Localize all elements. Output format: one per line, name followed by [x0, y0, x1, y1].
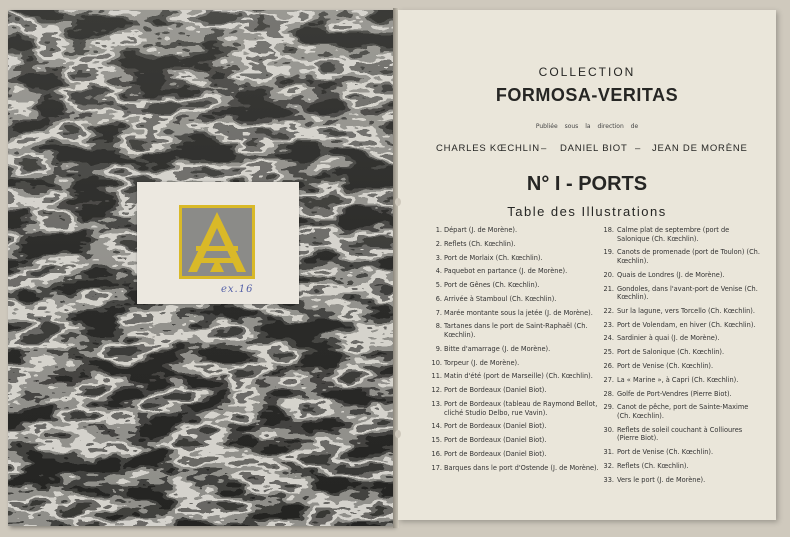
toc-entry [430, 281, 602, 290]
toc-entry-number: 26. [603, 362, 614, 371]
toc-entry [601, 448, 763, 457]
toc-entry-number: 25. [603, 348, 614, 357]
toc-entry-text: Port de Bordeaux (Daniel Biot). [444, 449, 547, 458]
logo-label-card [137, 182, 299, 304]
toc-entry-text: Port de Salonique (Ch. Kœchlin). [617, 348, 725, 357]
toc-entry-text: Golfe de Port-Vendres (Pierre Biot). [617, 389, 732, 398]
toc-entry-number: 9. [435, 344, 442, 353]
toc-entry-text: Port de Bordeaux (Daniel Biot). [444, 422, 547, 431]
toc-entry [430, 464, 602, 473]
toc-entry-number: 4. [435, 267, 442, 276]
toc-entry-text: Vers le port (J. de Morène). [617, 475, 706, 484]
toc-entry [601, 226, 763, 243]
toc-entry-number: 13. [431, 399, 442, 408]
toc-entry [430, 267, 602, 276]
toc-entry-number: 17. [431, 463, 442, 472]
toc-heading: Table des Illustrations [507, 204, 667, 219]
director-separator: – [635, 143, 642, 154]
toc-entry-number: 31. [603, 448, 614, 457]
toc-entry-number: 3. [435, 253, 442, 262]
toc-entry [601, 462, 763, 471]
toc-entry-number: 20. [603, 270, 614, 279]
toc-entry-text: Port de Venise (Ch. Kœchlin). [617, 362, 714, 371]
toc-entry-number: 6. [435, 294, 442, 303]
collection-heading: COLLECTION [538, 65, 636, 79]
toc-entry [601, 321, 763, 330]
toc-entry-text: Gondoles, dans l'avant-port de Venise (Ch. Kœchlin). [617, 284, 758, 302]
publisher-line: Publiée sous la direction de [535, 123, 639, 130]
toc-entry-text: Barques dans le port d'Ostende (J. de Morène). [444, 463, 599, 472]
toc-entry [430, 254, 602, 263]
toc-entry-number: 33. [603, 475, 614, 484]
toc-entry-number: 10. [431, 358, 442, 367]
toc-entry [430, 422, 602, 431]
handwritten-copy-note: ex.16 [221, 284, 254, 295]
toc-entry-text: Paquebot en partance (J. de Morène). [444, 267, 568, 276]
toc-entry [430, 359, 602, 368]
toc-entry-number: 5. [435, 281, 442, 290]
toc-entry [430, 226, 602, 235]
director-separator: – [541, 143, 548, 154]
toc-entry-number: 18. [603, 226, 614, 234]
toc-entry-text: Tartanes dans le port de Saint-Raphaël (Ch. Kœchlin). [444, 322, 588, 340]
right-page-title [398, 10, 776, 520]
issue-title: N° I - PORTS [526, 173, 648, 195]
toc-entry-text: Marée montante sous la jetée (J. de Morène). [444, 308, 593, 317]
toc-entry-text: Sur la lagune, vers Torcello (Ch. Kœchlin). [617, 306, 755, 315]
toc-entry [601, 403, 763, 420]
toc-right-column [601, 226, 763, 489]
toc-entry [430, 436, 602, 445]
toc-entry-text: Reflets (Ch. Kœchlin). [617, 461, 689, 470]
toc-entry-text: Reflets de soleil couchant à Collioures (Pierre Biot). [617, 425, 743, 443]
toc-entry-number: 11. [431, 372, 442, 381]
toc-entry [430, 240, 602, 249]
series-title: FORMOSA-VERITAS [495, 85, 679, 105]
toc-entry-number: 27. [603, 375, 614, 384]
toc-entry-number: 22. [603, 306, 614, 315]
toc-entry-text: Quais de Londres (J. de Morène). [617, 270, 725, 279]
toc-entry [601, 334, 763, 343]
toc-entry-number: 15. [431, 436, 442, 445]
toc-entry-text: Torpeur (J. de Morène). [444, 358, 520, 367]
toc-entry [601, 285, 763, 302]
toc-entry [601, 271, 763, 280]
afa-logo-mark [182, 208, 252, 276]
toc-entry-number: 29. [603, 403, 614, 412]
toc-entry-number: 7. [435, 308, 442, 317]
toc-entry [430, 345, 602, 354]
toc-left-column [430, 226, 602, 477]
toc-entry [601, 307, 763, 316]
toc-entry-number: 12. [431, 386, 442, 395]
toc-entry-text: Calme plat de septembre (port de Salonique (Ch. Kœchlin). [617, 226, 730, 243]
director-name: DANIEL BIOT [560, 143, 628, 154]
toc-entry-text: Port de Morlaix (Ch. Kœchlin). [444, 253, 543, 262]
toc-entry-text: Canots de promenade (port de Toulon) (Ch. Kœchlin). [617, 248, 760, 265]
toc-entry-text: Reflets (Ch. Kœchlin). [444, 239, 516, 248]
toc-entry-number: 32. [603, 461, 614, 470]
toc-entry-number: 16. [431, 449, 442, 458]
toc-entry-text: Port de Bordeaux (Daniel Biot). [444, 436, 547, 445]
toc-entry [601, 376, 763, 385]
toc-entry [430, 309, 602, 318]
toc-entry-number: 1. [435, 226, 442, 234]
toc-entry [430, 295, 602, 304]
toc-entry-number: 8. [435, 322, 442, 331]
toc-entry-text: Arrivée à Stamboul (Ch. Kœchlin). [444, 294, 557, 303]
director-name: JEAN DE MORÈNE [652, 143, 748, 154]
toc-entry-text: Bitte d'amarrage (J. de Morène). [444, 344, 551, 353]
toc-entry-number: 23. [603, 320, 614, 329]
toc-entry [601, 476, 763, 485]
left-page-water-photo [8, 10, 394, 526]
toc-entry [601, 426, 763, 443]
toc-entry [601, 348, 763, 357]
toc-entry [430, 400, 602, 417]
toc-entry [430, 372, 602, 381]
toc-entry [430, 322, 602, 339]
toc-entry-number: 2. [435, 239, 442, 248]
toc-entry-number: 14. [431, 422, 442, 431]
toc-entry-number: 28. [603, 389, 614, 398]
toc-entry-text: Matin d'été (port de Marseille) (Ch. Kœchlin). [444, 372, 593, 381]
toc-entry-number: 30. [603, 425, 614, 434]
toc-entry-text: Départ (J. de Morène). [444, 226, 518, 234]
toc-entry-number: 19. [603, 248, 614, 257]
toc-entry [601, 362, 763, 371]
director-name: CHARLES KŒCHLIN [436, 143, 540, 154]
toc-entry-text: Port de Bordeaux (tableau de Raymond Bellot, cliché Studio Delbo, rue Vavin). [444, 399, 598, 417]
toc-entry-text: La « Marine », à Capri (Ch. Kœchlin). [617, 375, 739, 384]
toc-entry-text: Canot de pêche, port de Sainte-Maxime (Ch. Kœchlin). [617, 403, 749, 420]
toc-entry [430, 450, 602, 459]
toc-entry-text: Port de Gênes (Ch. Kœchlin). [444, 281, 540, 290]
toc-entry-text: Port de Venise (Ch. Kœchlin). [617, 448, 714, 457]
toc-entry [430, 386, 602, 395]
staple-hole [395, 430, 401, 438]
toc-entry-text: Port de Volendam, en hiver (Ch. Kœchlin). [617, 320, 756, 329]
toc-entry-text: Port de Bordeaux (Daniel Biot). [444, 386, 547, 395]
toc-entry-number: 21. [603, 284, 614, 293]
toc-entry-number: 24. [603, 334, 614, 343]
toc-entry [601, 390, 763, 399]
toc-entry-text: Sardinier à quai (J. de Morène). [617, 334, 720, 343]
afa-logo [179, 205, 255, 279]
toc-entry [601, 248, 763, 265]
